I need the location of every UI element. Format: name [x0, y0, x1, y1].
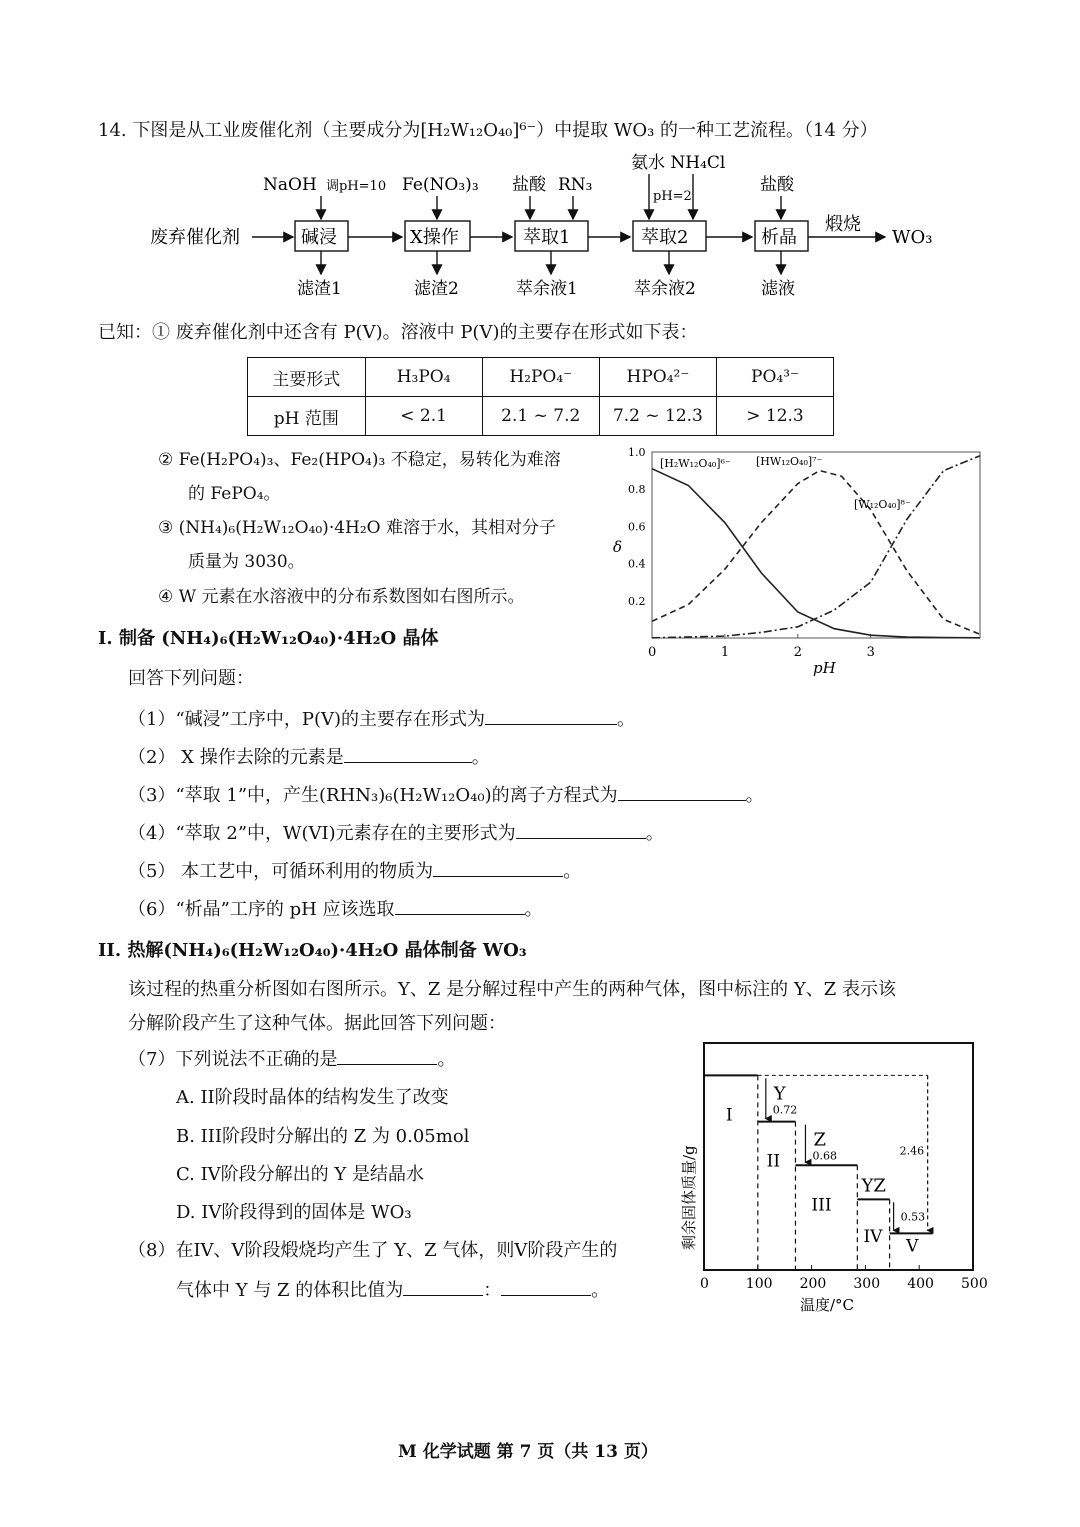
output-5: 滤液 [761, 279, 795, 299]
q2 [128, 744, 490, 771]
dist-legend-w: [W₁₂O₄₀]⁸⁻ [854, 498, 911, 511]
dist-series-line-3 [652, 456, 980, 638]
page-footer: M 化学试题 第 7 页（共 13 页） [398, 1442, 658, 1462]
pv-header-cell: H₃PO₄ [365, 358, 482, 397]
q6 [128, 896, 543, 923]
q2-text: （2） X 操作去除的元素是 [128, 747, 344, 768]
input-naoh: NaOH [263, 175, 317, 195]
q4-answer-blank[interactable] [516, 820, 646, 839]
tga-stage-label: I [725, 1105, 733, 1126]
pv-cell: 7.2 ~ 12.3 [599, 397, 716, 436]
q8-text: 气体中 Y 与 Z 的体积比值为 [176, 1280, 404, 1301]
q3-end: 。 [745, 785, 764, 806]
tga-xlabel: 温度/°C [800, 1296, 855, 1314]
distribution-chart [608, 440, 998, 685]
tga-x-tick-label: 300 [853, 1276, 881, 1292]
section1-title: I. 制备 (NH₄)₆(H₂W₁₂O₄₀)·4H₂O 晶体 [98, 628, 439, 649]
q5-answer-blank[interactable] [433, 858, 563, 877]
input-ammonia: 氨水 NH₄Cl [631, 153, 726, 173]
tga-stage-label: V [906, 1236, 919, 1257]
output-1: 滤渣1 [297, 279, 342, 299]
pv-table [247, 357, 834, 436]
q7-answer-blank[interactable] [337, 1046, 437, 1065]
q7 [128, 1046, 455, 1073]
dist-y-tick-label: 0.2 [628, 594, 646, 608]
q8-line-1: （8）在IV、V阶段煅烧均产生了 Y、Z 气体，则V阶段产生的 [128, 1240, 618, 1261]
section1-prompt: 回答下列问题： [128, 668, 254, 689]
q1-end: 。 [617, 709, 636, 730]
tga-x-tick-label: 0 [700, 1276, 709, 1292]
flow-box-label-3: 萃取1 [523, 227, 571, 248]
q7-text: （7）下列说法不正确的是 [128, 1049, 338, 1070]
q3-answer-blank[interactable] [618, 782, 746, 801]
q3 [128, 782, 764, 809]
tga-x-tick-label: 100 [745, 1276, 773, 1292]
tga-x-tick-label: 200 [799, 1276, 827, 1292]
q7-option-c: C. IV阶段分解出的 Y 是结晶水 [176, 1164, 425, 1185]
pv-header-cell: 主要形式 [248, 358, 366, 397]
q4-text: （4）“萃取 2”中，W(VI)元素存在的主要形式为 [128, 823, 516, 844]
known-item-2-line2: 的 FePO₄。 [188, 484, 281, 504]
flow-box-label-4: 萃取2 [641, 227, 689, 248]
dist-x-tick-label: 0 [648, 645, 657, 660]
tga-total-label: 2.46 [899, 1144, 925, 1158]
process-flow-diagram [140, 148, 960, 303]
q8-answer-blank-y[interactable] [403, 1277, 483, 1296]
tga-x-tick-label: 500 [961, 1276, 988, 1292]
input-feno3: Fe(NO₃)₃ [402, 175, 479, 195]
q8-answer-blank-z[interactable] [501, 1277, 591, 1296]
q6-text: （6）“析晶”工序的 pH 应该选取 [128, 899, 395, 920]
dist-series-line-1 [652, 469, 980, 638]
q6-answer-blank[interactable] [395, 896, 525, 915]
input-ph10: 调pH=10 [326, 179, 387, 194]
pv-header-cell: HPO₄²⁻ [599, 358, 716, 397]
q8-colon: ： [483, 1280, 502, 1301]
pv-header-cell: PO₄³⁻ [717, 358, 834, 397]
known-item-2-line1: ② Fe(H₂PO₄)₃、Fe₂(HPO₄)₃ 不稳定，易转化为难溶 [158, 450, 561, 470]
dist-y-tick-label: 0.4 [628, 557, 646, 571]
input-hcl1: 盐酸 [512, 175, 546, 195]
q5 [128, 858, 581, 885]
known-item-4: ④ W 元素在水溶液中的分布系数图如右图所示。 [158, 587, 525, 607]
q7-option-a: A. II阶段时晶体的结构发生了改变 [176, 1087, 449, 1108]
q8-end: 。 [591, 1280, 610, 1301]
tga-gas-label: Y [773, 1083, 786, 1105]
dist-legend-h2w: [H₂W₁₂O₄₀]⁶⁻ [660, 457, 731, 470]
tga-gas-label: YZ [861, 1175, 886, 1197]
dist-y-tick-label: 0.8 [628, 483, 646, 497]
flow-box-label-1: 碱浸 [301, 227, 337, 248]
q4 [128, 820, 664, 847]
tga-stage-label: IV [863, 1227, 883, 1247]
flow-box-label-2: X操作 [410, 227, 459, 248]
input-ph2: pH=2 [653, 189, 692, 204]
tga-mass-label: 0.72 [772, 1103, 798, 1117]
q7-option-d: D. IV阶段得到的固体是 WO₃ [176, 1202, 412, 1223]
section2-desc-1: 该过程的热重分析图如右图所示。Y、Z 是分解过程中产生的两种气体，图中标注的 Y、Z 表示该 [128, 979, 896, 1000]
dist-x-tick-label: 1 [720, 645, 730, 660]
q2-answer-blank[interactable] [344, 744, 472, 763]
tga-chart [672, 1035, 992, 1320]
q4-end: 。 [645, 823, 664, 844]
pv-table-ph-row [248, 397, 834, 436]
q3-text: （3）“萃取 1”中，产生(RHN₃)₆(H₂W₁₂O₄₀)的离子方程式为 [128, 785, 618, 806]
output-2: 滤渣2 [414, 279, 459, 299]
tga-mass-label: 0.68 [812, 1149, 837, 1163]
known-intro: 已知：① 废弃催化剂中还含有 P(V)。溶液中 P(V)的主要存在形式如下表： [98, 322, 698, 343]
q1-text: （1）“碱浸”工序中，P(V)的主要存在形式为 [128, 709, 486, 730]
tga-stage-label: III [811, 1195, 832, 1216]
tga-x-tick-label: 400 [907, 1276, 934, 1292]
pv-cell: pH 范围 [248, 397, 366, 436]
output-4: 萃余液2 [634, 279, 696, 299]
known-item-3-line1: ③ (NH₄)₆(H₂W₁₂O₄₀)·4H₂O 难溶于水，其相对分子 [158, 518, 557, 538]
pv-cell: < 2.1 [365, 397, 482, 436]
output-3: 萃余液1 [516, 279, 578, 299]
q5-text: （5） 本工艺中，可循环利用的物质为 [128, 861, 434, 882]
known-item-3-line2: 质量为 3030。 [188, 552, 305, 572]
q8-line-2 [176, 1277, 609, 1304]
q2-end: 。 [471, 747, 490, 768]
dist-x-tick-label: 3 [866, 645, 875, 660]
pv-header-cell: H₂PO₄⁻ [482, 358, 599, 397]
dist-xlabel: pH [813, 659, 836, 677]
dist-y-tick-label: 0.6 [628, 520, 646, 534]
tga-mass-label: 0.53 [900, 1210, 926, 1224]
dist-legend-hw: [HW₁₂O₄₀]⁷⁻ [756, 455, 823, 468]
q7-end: 。 [437, 1049, 456, 1070]
flow-box-label-5: 析晶 [761, 227, 797, 248]
section2-title: II. 热解(NH₄)₆(H₂W₁₂O₄₀)·4H₂O 晶体制备 WO₃ [98, 940, 527, 961]
question-header: 14. 下图是从工业废催化剂（主要成分为[H₂W₁₂O₄₀]⁶⁻）中提取 WO₃ 的一种工艺流程。（14 分） [98, 120, 878, 141]
dist-plot-frame [652, 452, 980, 638]
q7-option-b: B. III阶段时分解出的 Z 为 0.05mol [176, 1126, 470, 1147]
pv-cell: 2.1 ~ 7.2 [482, 397, 599, 436]
input-rn3: RN₃ [558, 175, 593, 195]
pv-table-header-row [248, 358, 834, 397]
tga-stage-label: II [766, 1151, 781, 1172]
tga-ylabel: 剩余固体质量/g [680, 1145, 698, 1250]
tga-plot-frame [704, 1043, 973, 1270]
pv-cell: > 12.3 [717, 397, 834, 436]
flow-start: 废弃催化剂 [150, 227, 240, 248]
dist-ylabel: δ [613, 538, 623, 556]
dist-y-tick-label: 1.0 [628, 446, 646, 459]
dist-x-tick-label: 2 [793, 645, 803, 660]
tga-gas-label: Z [813, 1129, 826, 1151]
flow-calcine-label: 煅烧 [825, 214, 861, 235]
input-hcl2: 盐酸 [760, 175, 794, 195]
dist-series-line-2 [652, 471, 980, 635]
flow-end: WO₃ [892, 227, 933, 248]
section2-desc-2: 分解阶段产生了这种气体。据此回答下列问题： [128, 1013, 506, 1034]
q6-end: 。 [524, 899, 543, 920]
q5-end: 。 [563, 861, 582, 882]
q1 [128, 706, 635, 733]
q1-answer-blank[interactable] [485, 706, 617, 725]
